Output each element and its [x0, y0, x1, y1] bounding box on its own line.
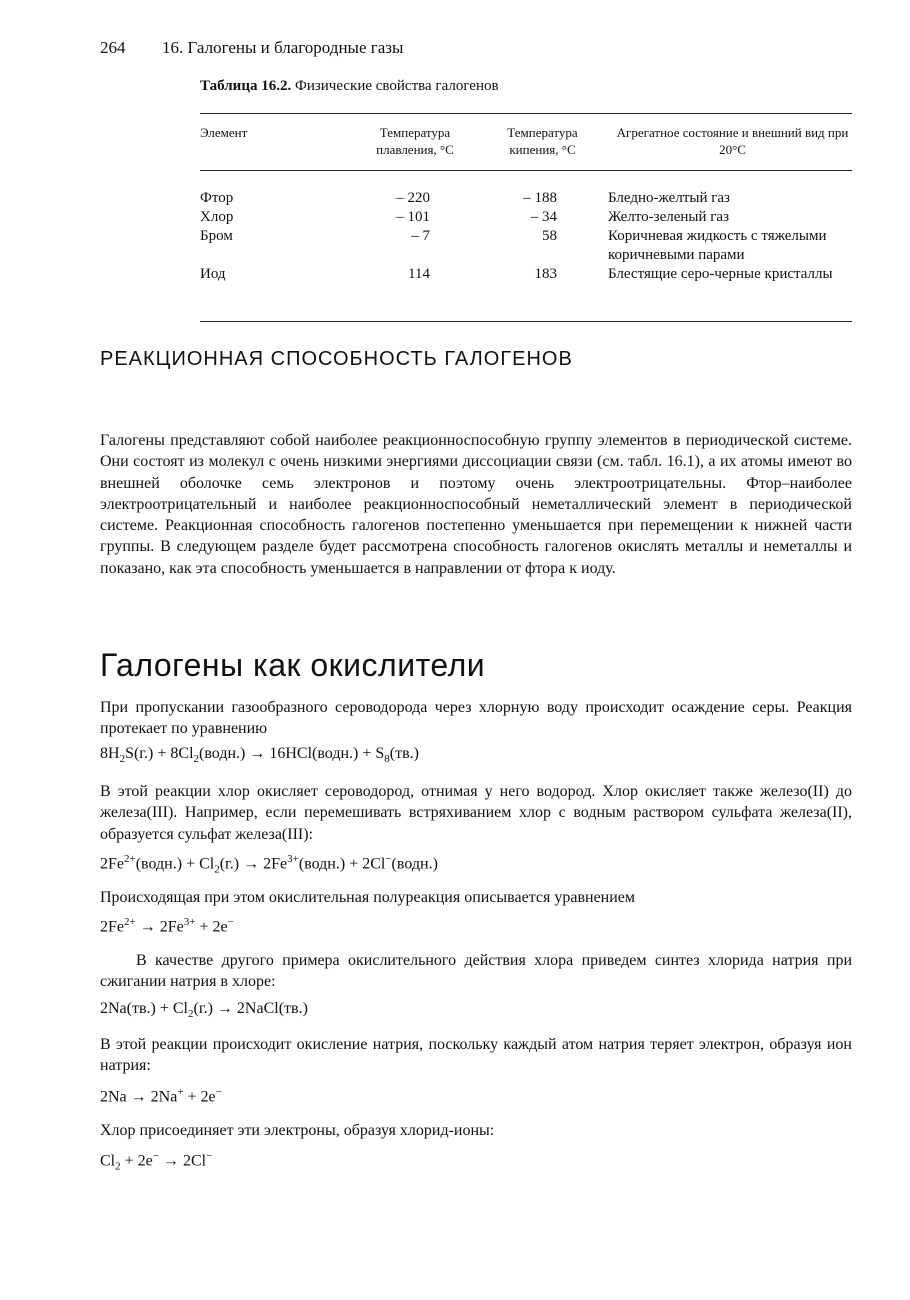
table-header-boiling: Температура кипения, °С — [507, 125, 578, 157]
table-caption-label: Таблица 16.2. — [200, 78, 292, 94]
table-cell-state: Коричневая жидкость с тяжелыми коричневыми парами — [608, 228, 827, 263]
table-header-element: Элемент — [200, 125, 248, 140]
table-cell-element: Бром — [200, 228, 233, 244]
table-caption-text: Физические свойства галогенов — [294, 78, 499, 94]
table-cell-melting: – 101 — [396, 209, 430, 225]
table-cell-element: Иод — [200, 266, 226, 282]
table-cell-element: Хлор — [200, 209, 234, 225]
equation: $2Fe^{2+} \to 2Fe^{3+} + 2e^-$ — [100, 916, 234, 936]
table-header-melting: Температура плавления, °С — [376, 125, 454, 157]
table-cell-state: Желто-зеленый газ — [608, 209, 730, 225]
equation: $8H_2S(г.)$ + $8Cl_2(водн.)$ → 16HCl(водн.) + $S_8(тв.)$ — [100, 745, 419, 766]
table-cell-boiling: – 34 — [530, 209, 557, 225]
table-bottom-rule — [200, 321, 852, 322]
table-top-rule — [200, 113, 852, 114]
table-cell-boiling: 58 — [542, 228, 557, 244]
table-cell-melting: – 7 — [411, 228, 430, 244]
table-cell-state: Бледно-желтый газ — [608, 190, 730, 206]
section-heading: РЕАКЦИОННАЯ СПОСОБНОСТЬ ГАЛОГЕНОВ — [100, 348, 573, 370]
paragraph: В этой реакции хлор окисляет сероводород, отнимая у него водород. Хлор окисляет также железо(II) до железа(III). Например, если перемешивать встряхиванием хлор с водным раствором сульфата железа(II), образуется сульфат железа(III): — [100, 783, 852, 843]
table-cell-boiling: – 188 — [523, 190, 557, 206]
paragraph: Происходящая при этом окислительная полуреакция описывается уравнением — [100, 889, 636, 906]
equation: 2Na → 2Na+ + 2e− — [100, 1086, 222, 1106]
table-cell-boiling: 183 — [534, 266, 557, 282]
table-caption — [200, 78, 499, 95]
page-number: 264 — [100, 38, 126, 57]
equation: $2Fe^{2+}(водн.) + Cl_2(г.)$ → $2Fe^{3+}(водн.)$ + 2Cl−(водн.) — [100, 853, 438, 876]
table-header-rule — [200, 170, 852, 171]
paragraph: При пропускании газообразного сероводорода через хлорную воду происходит осаждение серы. Реакция протекает по уравнению — [100, 699, 852, 738]
table-header-state: Агрегатное состояние и внешний вид при 20°С — [616, 125, 849, 157]
equation: $Cl_2 + 2e^- \to 2Cl^-$ — [100, 1150, 213, 1173]
subsection-heading: Галогены как окислители — [100, 647, 486, 683]
table-cell-element: Фтор — [200, 190, 234, 206]
paragraph: В качестве другого примера окислительного действия хлора приведем синтез хлорида натрия при сжигании натрия в хлоре: — [100, 952, 852, 991]
table-cell-melting: – 220 — [396, 190, 430, 206]
equation: $2Na(тв.) + Cl_2(г.)$ → 2NaCl(тв.) — [100, 1000, 308, 1021]
table-cell-state: Блестящие серо-черные кристаллы — [608, 266, 833, 282]
paragraph: В этой реакции происходит окисление натрия, поскольку каждый атом натрия теряет электрон, образуя ион натрия: — [100, 1036, 852, 1075]
running-head — [100, 38, 403, 58]
chapter-title: 16. Галогены и благородные газы — [162, 38, 404, 57]
intro-paragraph: Галогены представляют собой наиболее реакционноспособную группу элементов в периодической системе. Они состоят из молекул с очень низкими энергиями диссоциации связи (см. табл. 16.1), а их атомы имеют во внешней оболочке семь электронов и поэтому очень электроотрицательны. Фтор–наиболее электроотрицательный и наиболее реакционноспособный неметаллический элемент в периодической системе. Реакционная способность галогенов постепенно уменьшается при перемещении к нижней части группы. В следующем разделе будет рассмотрена способность галогенов окислять металлы и неметаллы и показано, как эта способность уменьшается в направлении от фтора к иоду. — [100, 432, 852, 577]
table-cell-melting: 114 — [408, 266, 430, 282]
paragraph: Хлор присоединяет эти электроны, образуя хлорид-ионы: — [100, 1122, 495, 1139]
